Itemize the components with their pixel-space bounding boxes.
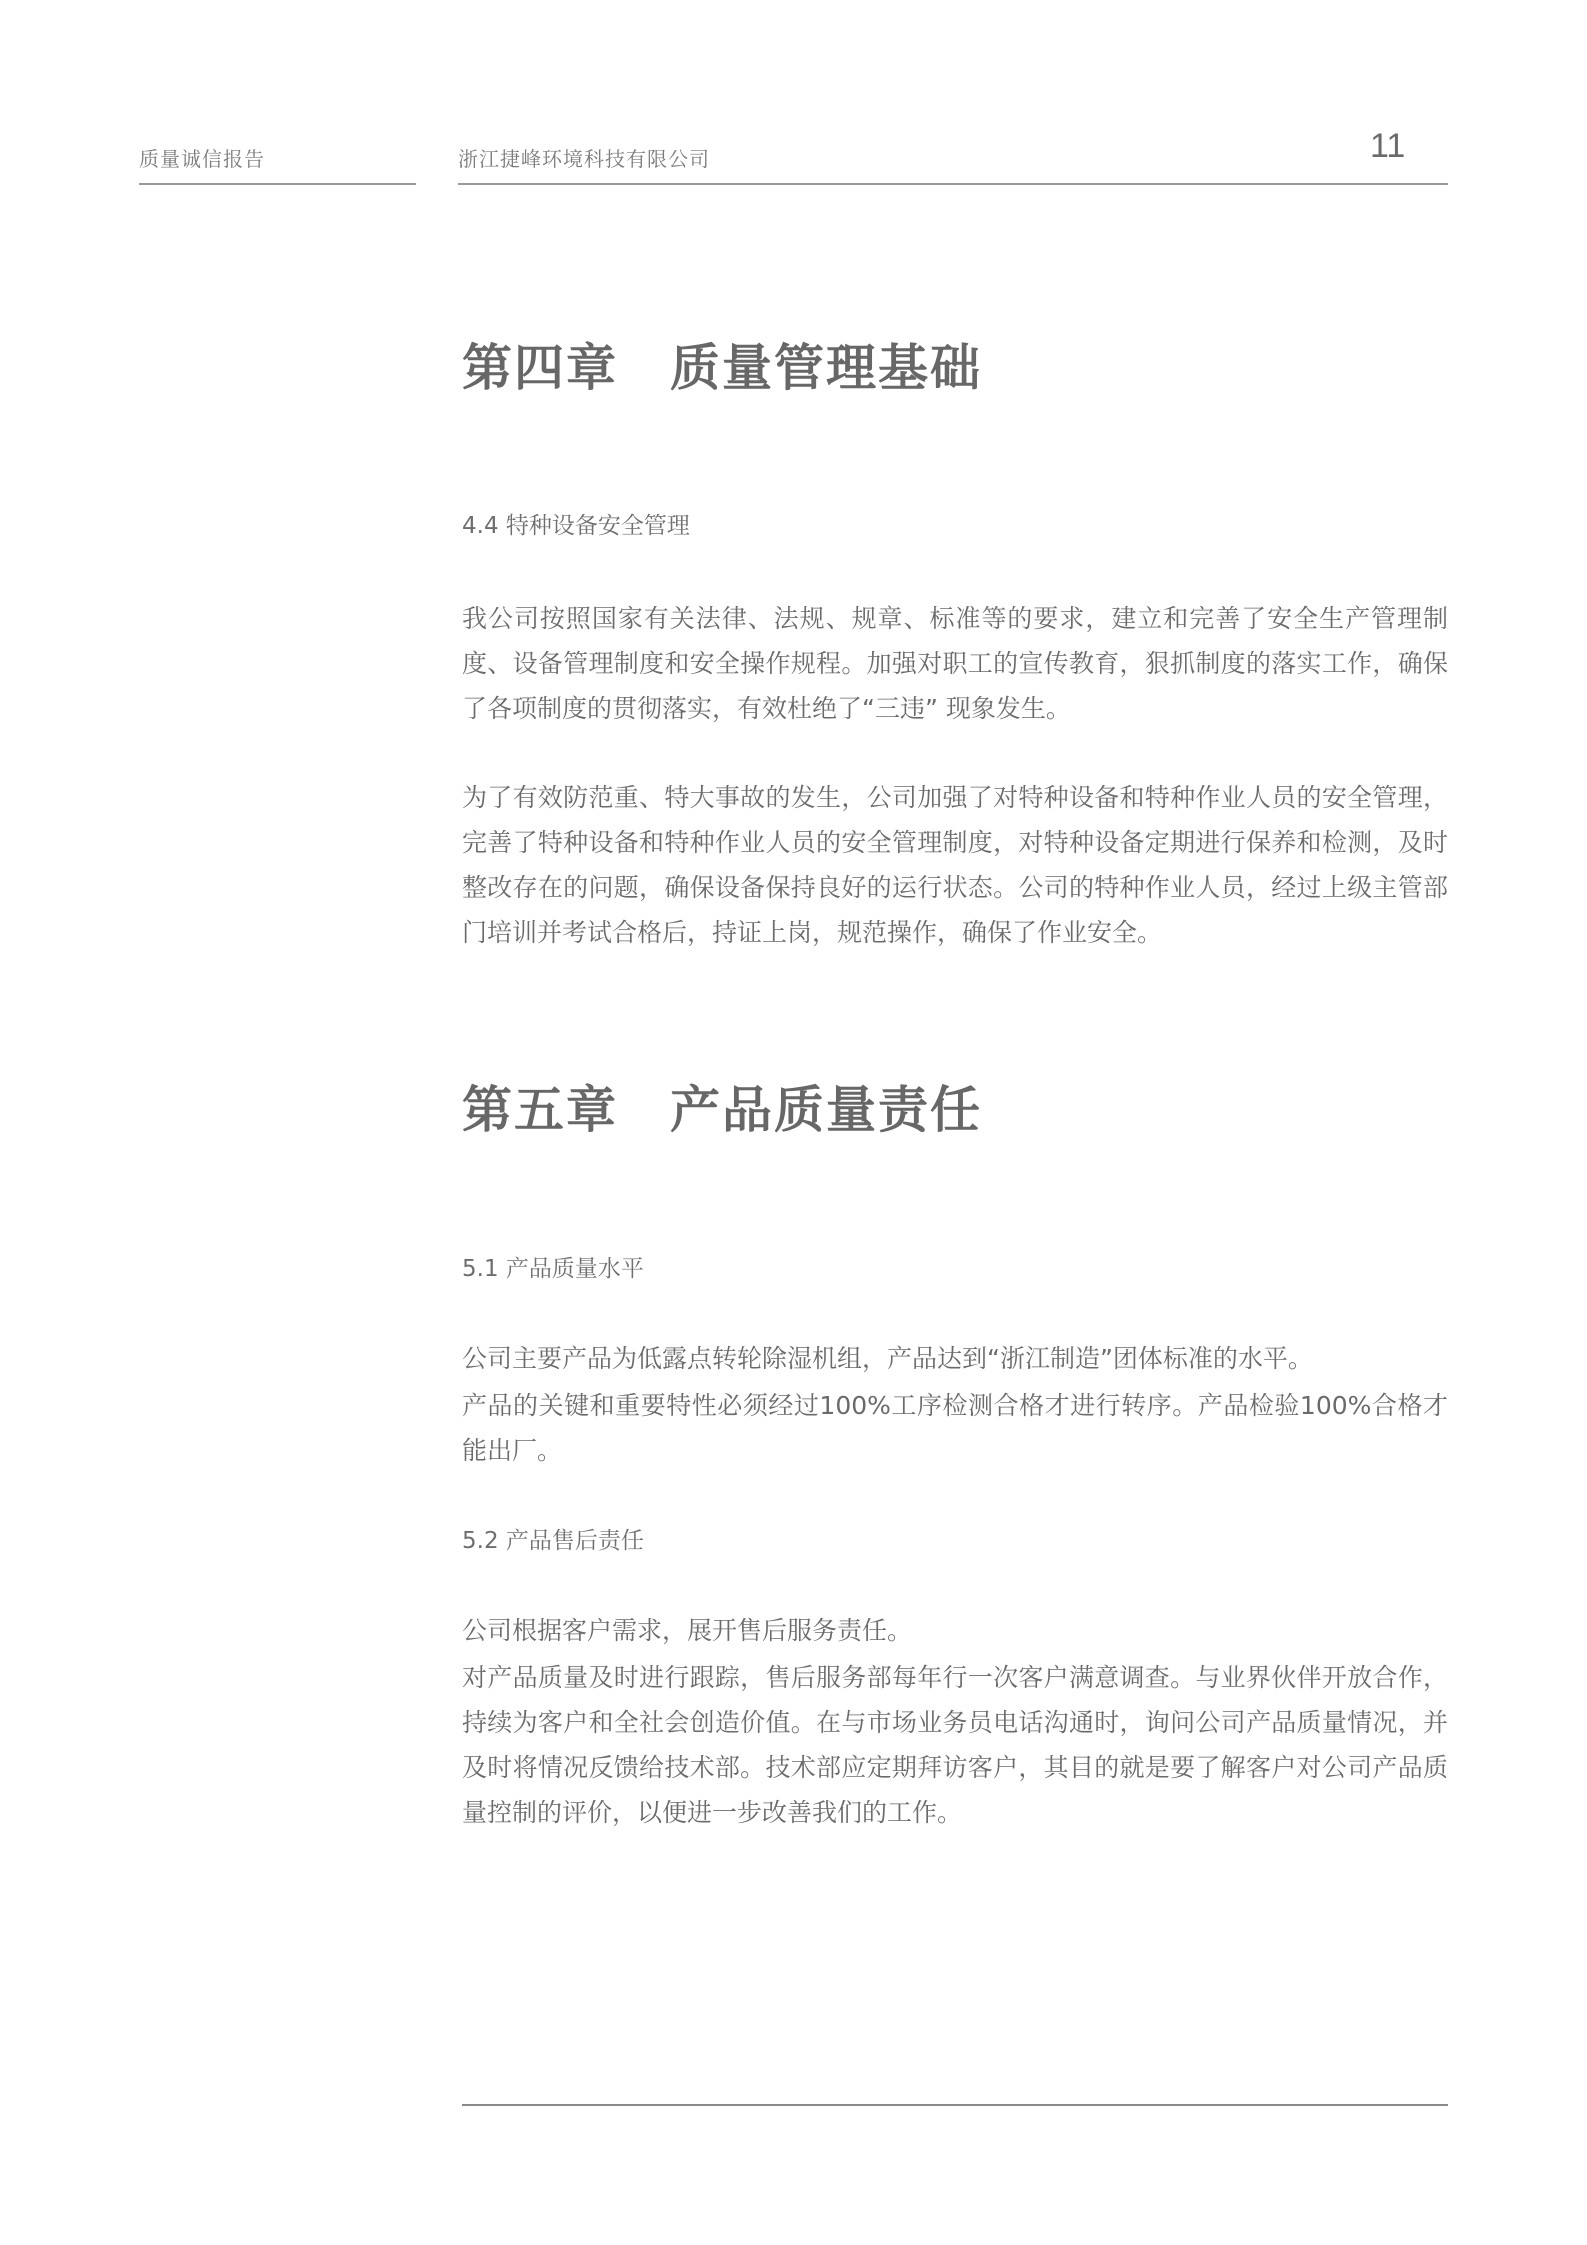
report-title: 质量诚信报告 [139,147,265,171]
section-5-2-paragraph-1: 公司根据客户需求，展开售后服务责任。 [462,1616,913,1645]
header-right-divider [458,183,1448,185]
section-4-4-title: 4.4 特种设备安全管理 [462,513,690,539]
section-4-4-paragraph-1: 我公司按照国家有关法律、法规、规章、标准等的要求，建立和完善了安全生产管理制度、设备管理制度和安全操作规程。加强对职工的宣传教育，狠抓制度的落实工作，确保了各项制度的贯彻落实，有效杜绝了“三违” 现象发生。 [462,604,1448,723]
section-5-2-title: 5.2 产品售后责任 [462,1528,644,1554]
section-4-4-paragraph-2: 为了有效防范重、特大事故的发生，公司加强了对特种设备和特种作业人员的安全管理，完善了特种设备和特种作业人员的安全管理制度，对特种设备定期进行保养和检测，及时整改存在的问题，确保设备保持良好的运行状态。公司的特种作业人员，经过上级主管部门培训并考试合格后，持证上岗，规范操作，确保了作业安全。 [462,783,1448,947]
section-5-1-paragraph-2: 产品的关键和重要特性必须经过100%工序检测合格才进行转序。产品检验100%合格才能出厂。 [462,1391,1448,1465]
page-number: 11 [1370,127,1406,165]
footer-divider [462,2104,1448,2106]
section-5-1-paragraph-1: 公司主要产品为低露点转轮除湿机组，产品达到“浙江制造”团体标准的水平。 [462,1344,1313,1373]
chapter-4-title: 第四章 质量管理基础 [462,339,982,397]
header-left-divider [139,183,416,185]
section-5-2-paragraph-2: 对产品质量及时进行跟踪，售后服务部每年行一次客户满意调查。与业界伙伴开放合作，持续为客户和全社会创造价值。在与市场业务员电话沟通时，询问公司产品质量情况，并及时将情况反馈给技术部。技术部应定期拜访客户，其目的就是要了解客户对公司产品质量控制的评价，以便进一步改善我们的工作。 [462,1663,1448,1827]
chapter-5-title: 第五章 产品质量责任 [462,1081,982,1139]
section-5-1-title: 5.1 产品质量水平 [462,1256,644,1282]
company-name: 浙江捷峰环境科技有限公司 [458,147,710,171]
